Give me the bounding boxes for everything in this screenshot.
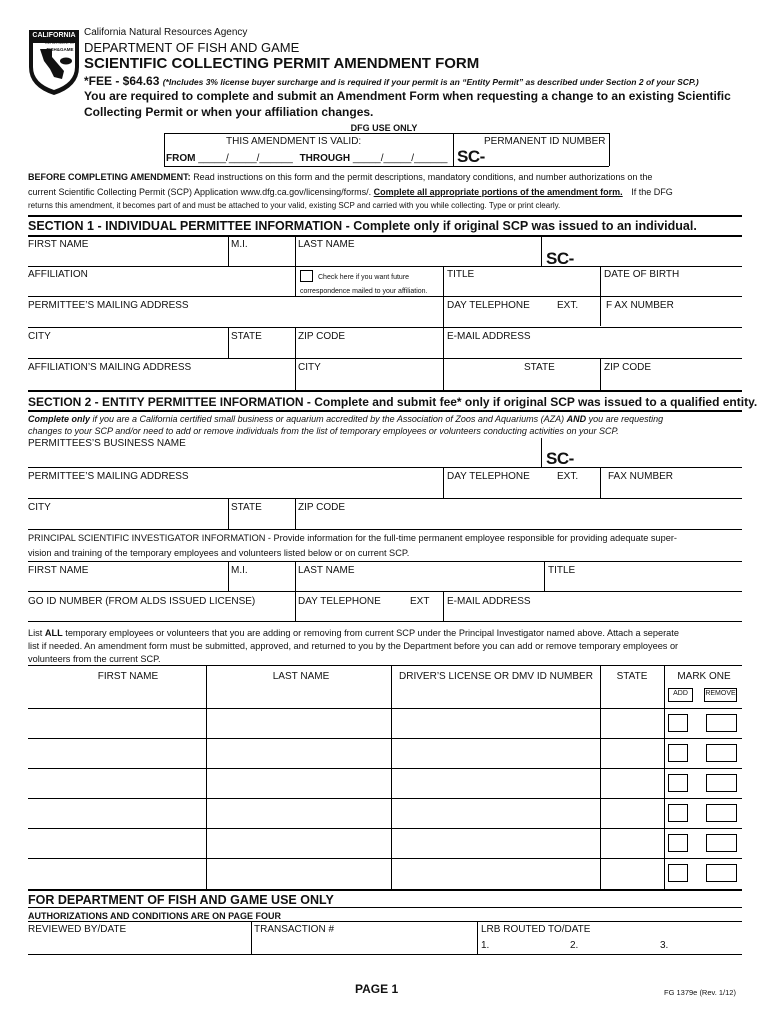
s2-note-1d: you are requesting (586, 414, 664, 424)
add-header-box: ADD (668, 688, 693, 702)
row-6-remove-checkbox[interactable] (706, 864, 737, 882)
s2-note-line-1 (28, 413, 663, 425)
fee-label: *FEE - $64.63 (84, 74, 160, 88)
logo-mid-text: DEPARTMENT OF (45, 41, 75, 45)
before-lead: BEFORE COMPLETING AMENDMENT: (28, 172, 191, 182)
s1-dob-label: DATE OF BIRTH (604, 269, 680, 280)
s1-day-tel-label: DAY TELEPHONE (447, 300, 530, 311)
s1-aff-mailing-label: AFFILIATION’S MAILING ADDRESS (28, 362, 192, 373)
s1-ext-label: EXT. (557, 300, 579, 311)
psi-first-name-label: FIRST NAME (28, 565, 89, 576)
s1-fax-label: F AX NUMBER (606, 300, 674, 311)
through-date-field[interactable]: _____/_____/______ (352, 153, 448, 164)
s1-zip-label: ZIP CODE (298, 331, 346, 342)
before-text-1: Read instructions on this form and the permit descriptions, mandatory conditions, and number authorizations on the (193, 172, 653, 182)
psi-title-label: TITLE (548, 565, 576, 576)
table-header-mark-one: MARK ONE (677, 671, 731, 682)
s2-state-label: STATE (231, 502, 262, 513)
lrb-number-1: 1. (481, 940, 490, 951)
permanent-id-label: PERMANENT ID NUMBER (484, 136, 606, 147)
lrb-number-2: 2. (570, 940, 579, 951)
s1-state-label: STATE (231, 331, 262, 342)
before-line-2 (28, 186, 673, 198)
form-title: SCIENTIFIC COLLECTING PERMIT AMENDMENT FORM (84, 55, 480, 72)
table-header-first-name: FIRST NAME (97, 671, 159, 682)
fee-line (84, 74, 699, 89)
psi-day-tel-label: DAY TELEPHONE (298, 596, 381, 607)
s1-email-label: E-MAIL ADDRESS (447, 331, 531, 342)
list-1b: ALL (44, 628, 63, 638)
psi-last-name-label: LAST NAME (298, 565, 355, 576)
lrb-routed-label: LRB ROUTED TO/DATE (481, 924, 591, 935)
s1-title-label: TITLE (447, 269, 475, 280)
s2-zip-label: ZIP CODE (298, 502, 346, 513)
s2-note-1c: AND (566, 414, 587, 424)
s2-ext-label: EXT. (557, 471, 579, 482)
before-line-1 (28, 171, 652, 183)
before-text-2b: Complete all appropriate portions of the amendment form. (373, 187, 623, 197)
department-name: DEPARTMENT OF FISH AND GAME (84, 40, 300, 55)
required-line-2: Collecting Permit or when your affiliation changes. (84, 105, 374, 119)
before-line-3: returns this amendment, it becomes part of and must be attached to your valid, existing SCP and carried with you while collecting. Type or print clearly. (28, 201, 561, 210)
fee-note: (*Includes 3% license buyer surcharge and is required if your permit is an “Entity Permit” as described under Section 2 of your SCP.) (162, 77, 699, 87)
logo-bottom-text: FISH&GAME (46, 47, 74, 52)
s1-state2-label: STATE (524, 362, 555, 373)
row-4-add-checkbox[interactable] (668, 804, 688, 822)
row-5-remove-checkbox[interactable] (706, 834, 737, 852)
list-1a: List (28, 628, 45, 638)
from-label: FROM (166, 153, 196, 164)
permanent-id-sc-prefix[interactable]: SC- (457, 147, 485, 166)
psi-email-label: E-MAIL ADDRESS (447, 596, 531, 607)
required-line-1: You are required to complete and submit an Amendment Form when requesting a change to an existing Scientific (84, 89, 731, 103)
table-header-last-name: LAST NAME (272, 671, 330, 682)
page-number: PAGE 1 (355, 982, 399, 996)
row-5-add-checkbox[interactable] (668, 834, 688, 852)
lrb-number-3: 3. (660, 940, 669, 951)
remove-header-box: REMOVE (704, 688, 737, 702)
s2-city-label: CITY (28, 502, 51, 513)
list-line-2: list if needed. An amendment form must be submitted, approved, and returned to you by the Department before you can add or remove temporary employees or (28, 641, 679, 651)
list-line-3: volunteers from the current SCP. (28, 654, 161, 664)
section-2-title: SECTION 2 - ENTITY PERMITTEE INFORMATION - Complete and submit fee* only if original SCP was issued to a qualified entity. (28, 395, 758, 409)
dfg-use-only-title: DFG USE ONLY (350, 123, 418, 133)
psi-mi-label: M.I. (231, 565, 248, 576)
s1-sc-prefix[interactable]: SC- (546, 249, 574, 268)
valid-from-line[interactable] (166, 153, 447, 165)
row-1-add-checkbox[interactable] (668, 714, 688, 732)
amendment-valid-label: THIS AMENDMENT IS VALID: (226, 136, 362, 147)
dept-use-title: FOR DEPARTMENT OF FISH AND GAME USE ONLY (28, 893, 334, 907)
s2-day-tel-label: DAY TELEPHONE (447, 471, 530, 482)
s2-sc-prefix[interactable]: SC- (546, 449, 574, 468)
psi-ext-label: EXT (410, 596, 430, 607)
table-header-license: DRIVER’S LICENSE OR DMV ID NUMBER (399, 671, 593, 682)
reviewed-by-label: REVIEWED BY/DATE (28, 924, 127, 935)
row-4-remove-checkbox[interactable] (706, 804, 737, 822)
row-3-add-checkbox[interactable] (668, 774, 688, 792)
s1-mi-label: M.I. (231, 239, 248, 250)
s1-future-mail-checkbox[interactable] (300, 270, 313, 282)
s2-note-1b: if you are a California certified small business or aquarium accredited by the Association of Zoos and Aquariums (AZA) (90, 414, 567, 424)
s2-note-line-2: changes to your SCP and/or need to add or remove individuals from the list of temporary employees or volunteers conducting activities on your SCP. (28, 426, 619, 436)
s2-note-1a: Complete only (28, 414, 91, 424)
s1-last-name-label: LAST NAME (298, 239, 355, 250)
row-2-remove-checkbox[interactable] (706, 744, 737, 762)
row-2-add-checkbox[interactable] (668, 744, 688, 762)
logo-top-text: CALIFORNIA (32, 32, 76, 39)
transaction-label: TRANSACTION # (254, 924, 335, 935)
s1-first-name-label: FIRST NAME (28, 239, 89, 250)
row-1-remove-checkbox[interactable] (706, 714, 737, 732)
row-3-remove-checkbox[interactable] (706, 774, 737, 792)
row-6-add-checkbox[interactable] (668, 864, 688, 882)
section-1-title: SECTION 1 - INDIVIDUAL PERMITTEE INFORMATION - Complete only if original SCP was issued to an individual. (28, 219, 697, 233)
form-id: FG 1379e (Rev. 1/12) (664, 988, 736, 997)
table-header-state: STATE (616, 671, 648, 682)
before-text-2c: If the DFG (631, 187, 673, 197)
list-1c: temporary employees or volunteers that you are adding or removing from current SCP under the Principal Investigator named above. Attach a seperate (62, 628, 679, 638)
s2-fax-label: FAX NUMBER (608, 471, 674, 482)
from-date-field[interactable]: _____/_____/______ (198, 153, 293, 164)
s1-city2-label: CITY (298, 362, 321, 373)
s1-zip2-label: ZIP CODE (604, 362, 652, 373)
s1-affiliation-label: AFFILIATION (28, 269, 88, 280)
s2-business-name-label: PERMITTEES’S BUSINESS NAME (28, 438, 186, 449)
s1-check-future-label: Check here if you want future (318, 274, 410, 281)
s1-mailing-label: PERMITTEE’S MAILING ADDRESS (28, 300, 189, 311)
agency-name: California Natural Resources Agency (84, 27, 248, 38)
s1-city-label: CITY (28, 331, 51, 342)
psi-line-1: PRINCIPAL SCIENTIFIC INVESTIGATOR INFORMATION - Provide information for the full-time permanent employee responsible for providing adequate super- (28, 533, 677, 543)
before-text-2a: current Scientific Collecting Permit (SCP) Application www.dfg.ca.gov/licensing/forms/. (28, 187, 372, 197)
s2-mailing-label: PERMITTEE’S MAILING ADDRESS (28, 471, 189, 482)
s1-check-future-label-2: correspondence mailed to your affiliation. (300, 288, 428, 295)
list-line-1 (28, 627, 679, 639)
dept-auth-note: AUTHORIZATIONS AND CONDITIONS ARE ON PAGE FOUR (28, 911, 281, 921)
psi-go-id-label: GO ID NUMBER (FROM ALDS ISSUED LICENSE) (28, 596, 256, 607)
through-label: THROUGH (299, 153, 351, 164)
psi-line-2: vision and training of the temporary employees and volunteers listed below or on current SCP. (28, 548, 410, 558)
